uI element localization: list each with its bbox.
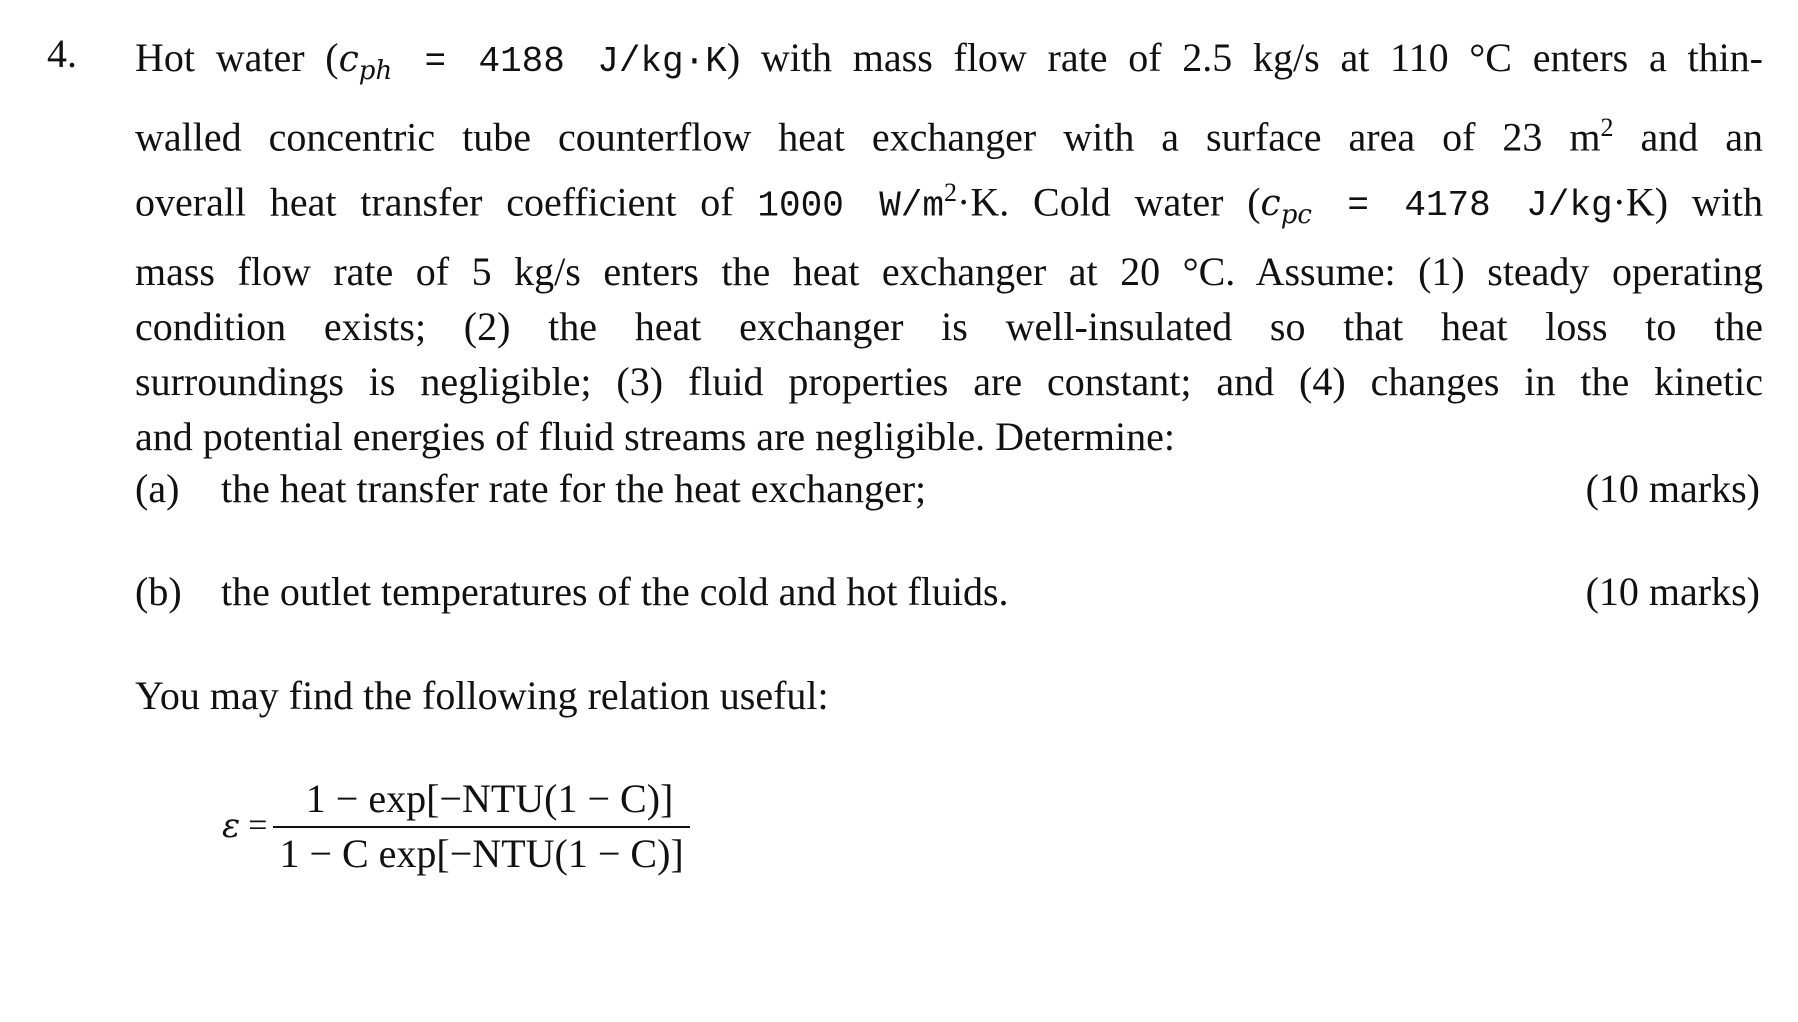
line3-prefix: overall heat transfer coefficient of: [135, 178, 758, 224]
part-a-marks: (10 marks): [1585, 466, 1760, 511]
statement-line-7: and potential energies of fluid streams are negligible. Determine:: [135, 414, 1176, 460]
epsilon-symbol: ε: [222, 806, 241, 846]
formula-numerator: 1 − exp[−NTU(1 − C)]: [305, 776, 674, 821]
question-number: 4.: [47, 31, 77, 76]
u-value-text: 1000 W/m: [757, 184, 945, 226]
part-b-label: (b): [135, 569, 182, 614]
statement-line-6: surroundings is negligible; (3) fluid properties are constant; and (4) changes in the kinetic: [135, 359, 1763, 405]
formula-fraction: [273, 775, 689, 877]
question-statement: [135, 30, 1763, 464]
cph-symbol: c: [338, 39, 359, 80]
cph-value: = 4188 J/kg·K: [392, 41, 727, 82]
equals-sign: =: [248, 807, 268, 844]
formula-denominator: 1 − C exp[−NTU(1 − C)]: [279, 831, 684, 876]
cph-subscript: ph: [358, 56, 393, 87]
line2-prefix: walled concentric tube counterflow heat exchanger with a surface area of 23 m: [135, 114, 1601, 160]
line1-prefix: Hot water (: [135, 35, 339, 80]
cpc-symbol: c: [1260, 182, 1281, 224]
cpc-subscript: pc: [1280, 200, 1312, 231]
part-b-marks: (10 marks): [1585, 569, 1760, 614]
relation-intro: You may find the following relation useful:: [135, 673, 829, 718]
area-exponent: 2: [1600, 113, 1614, 143]
u-exponent: 2: [944, 177, 958, 207]
line3-mid: ·K. Cold water (: [957, 178, 1261, 224]
part-b-text: the outlet temperatures of the cold and hot fluids.: [221, 569, 1009, 614]
line2-suffix: and an: [1613, 114, 1764, 160]
cph-expression: [338, 39, 727, 87]
statement-line-1: [135, 30, 1763, 100]
part-b: [135, 568, 1760, 615]
line1-suffix: ) with mass flow rate of 2.5 kg/s at 110 °C enters a thin-: [726, 35, 1764, 80]
statement-line-2: [135, 100, 1763, 164]
part-a: [135, 465, 1760, 512]
cpc-expression: [1260, 182, 1613, 231]
part-a-label: (a): [135, 466, 180, 511]
effectiveness-formula: [222, 775, 690, 877]
part-a-text: the heat transfer rate for the heat exchanger;: [221, 466, 927, 511]
line3-suffix: ·K) with: [1612, 178, 1763, 224]
statement-line-4: mass flow rate of 5 kg/s enters the heat exchanger at 20 °C. Assume: (1) steady operating: [135, 249, 1763, 295]
statement-line-3: [135, 165, 1763, 245]
cpc-value: = 4178 J/kg: [1311, 184, 1613, 226]
u-value: [757, 185, 944, 226]
statement-line-5: condition exists; (2) the heat exchanger is well-insulated so that heat loss to the: [135, 304, 1763, 350]
